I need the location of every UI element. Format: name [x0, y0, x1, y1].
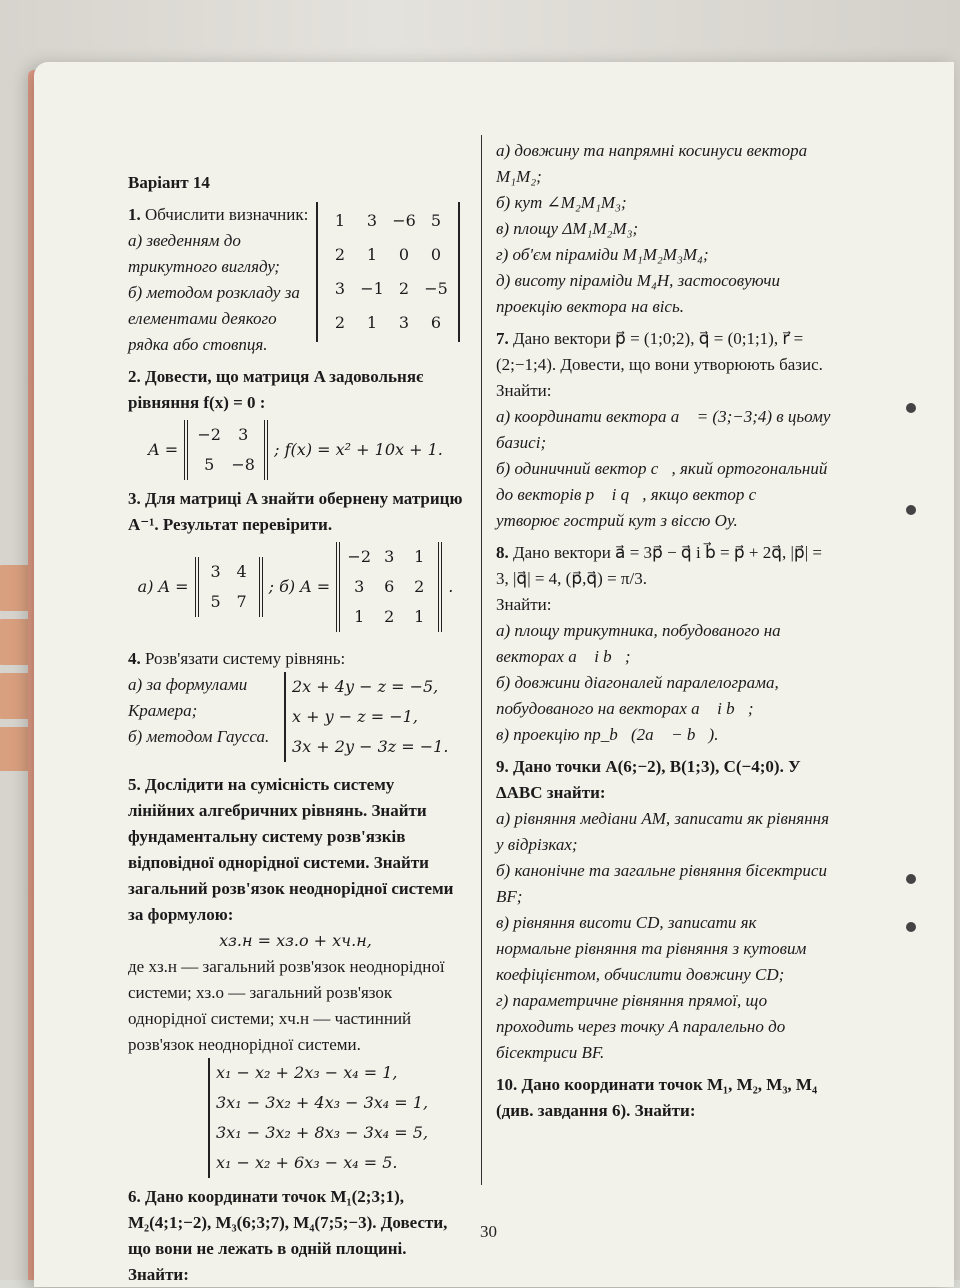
- task-9: [496, 754, 832, 1066]
- task-item: а) довжину та напрямні косинуси вектора M₁M₂;: [496, 141, 808, 186]
- binding-stitch: [906, 403, 916, 413]
- task-number: 1.: [128, 205, 141, 224]
- task-item: в) проекцію пр_b⃗(2a⃗ − b⃗).: [496, 725, 719, 744]
- binding-stitch: [906, 874, 916, 884]
- task-item: б) одиничний вектор c⃗, який ортогональний до векторів p⃗ і q⃗, якщо вектор c⃗ утворює гострий кут з віссю Oy.: [496, 459, 828, 530]
- task-8: [496, 540, 832, 748]
- task-text: Дослідити на сумісність систему лінійних алгебричних рівнянь. Знайти фундаментальну систему розв'язків відповідної однорідної системи. Знайти загальний розв'язок неоднорідної системи за формулою:: [128, 775, 454, 924]
- task-text: Знайти:: [496, 595, 552, 614]
- task-text: де xз.н — загальний розв'язок неоднорідної системи; xз.о — загальний розв'язок однорідної системи; xч.н — частинний розв'язок неоднорідної системи.: [128, 957, 445, 1054]
- matrix-label: ; б) A =: [268, 577, 331, 596]
- task-number: 4.: [128, 649, 141, 668]
- task-number: 6.: [128, 1187, 141, 1206]
- task-item: б) канонічне та загальне рівняння бісектриси BF;: [496, 861, 827, 906]
- task-1: [128, 202, 463, 358]
- task-number: 8.: [496, 543, 509, 562]
- left-column: [128, 170, 463, 1288]
- task-text: Дано вектори a⃗ = 3p⃗ − q⃗ і b⃗ = p⃗ + 2q⃗, |p⃗| = 3, |q⃗| = 4, (p⃗,q⃗) = π/3.: [496, 543, 822, 588]
- equation-system: 2x + 4y − z = −5, x + y − z = −1, 3x + 2y − 3z = −1.: [284, 672, 448, 762]
- task-number: 3.: [128, 489, 141, 508]
- right-column: [496, 138, 832, 1124]
- matrix-3x3: −2 3 1 3 6 2 1 2 1: [336, 542, 442, 632]
- task-2: [128, 364, 463, 480]
- task-3: 3. Для матриці A знайти обернену матрицю A⁻¹. Результат перевірити. а) A = 3 4 5 7 ; б) A = −2 3 1 3 6 2 1 2 1 .: [128, 486, 463, 632]
- task-item: в) площу ΔM₁M₂M₃;: [496, 219, 639, 238]
- task-text: Довести, що матриця A задовольняє рівняння f(x) = 0 :: [128, 367, 424, 412]
- task-text: Дано точки A(6;−2), B(1;3), C(−4;0). У ΔABC знайти:: [496, 757, 801, 802]
- task-item: б) довжини діагоналей паралелограма, побудованого на векторах a⃗ і b⃗;: [496, 673, 779, 718]
- task-text: Для матриці A знайти обернену матрицю A⁻¹. Результат перевірити.: [128, 489, 463, 534]
- task-6: [128, 1184, 463, 1288]
- binding-stitch: [906, 922, 916, 932]
- variant-title: Варіант 14: [128, 173, 210, 192]
- task-item: г) параметричне рівняння прямої, що проходить через точку A паралельно до бісектриси BF.: [496, 991, 786, 1062]
- formula: xз.н = xз.о + xч.н,: [219, 931, 372, 950]
- matrix-2x2: −2 3 5 −8: [184, 420, 268, 480]
- task-item: б) методом розкладу за елементами деякого рядка або стовпця.: [128, 283, 300, 354]
- page-number: 30: [480, 1222, 497, 1241]
- task-number: 10.: [496, 1075, 518, 1094]
- matrix-label: а) A =: [137, 577, 189, 596]
- task-title: Обчислити визначник:: [145, 205, 309, 224]
- column-divider: [481, 135, 482, 1185]
- matrix-2x2: 3 4 5 7: [195, 557, 263, 617]
- task-number: 9.: [496, 757, 509, 776]
- task-item: в) рівняння висоти CD, записати як нормальне рівняння та рівняння з кутовим коефіцієнтом, обчислити довжину CD;: [496, 913, 807, 984]
- task-6-items: [496, 138, 832, 320]
- task-text: Дано координати точок M₁, M₂, M₃, M₄ (див. завдання 6). Знайти:: [496, 1075, 818, 1120]
- task-number: 2.: [128, 367, 141, 386]
- matrix-label: A =: [148, 440, 179, 459]
- task-item: а) площу трикутника, побудованого на векторах a⃗ і b⃗;: [496, 621, 781, 666]
- task-title: Розв'язати систему рівнянь:: [145, 649, 346, 668]
- task-5: [128, 772, 463, 1178]
- function-formula: ; f(x) = x² + 10x + 1.: [274, 440, 443, 459]
- task-item: а) рівняння медіани AM, записати як рівняння у відрізках;: [496, 809, 829, 854]
- equation-system: x₁ − x₂ + 2x₃ − x₄ = 1, 3x₁ − 3x₂ + 4x₃ − 3x₄ = 1, 3x₁ − 3x₂ + 8x₃ − 3x₄ = 5, x₁ − x₂ + 6x₃ − x₄ = 5.: [208, 1058, 463, 1178]
- task-10: [496, 1072, 832, 1124]
- determinant-matrix: 1 3 −6 5 2 1 0 0 3 −1 2 −5 2 1 3 6: [316, 202, 460, 342]
- task-text: Дано координати точок M₁(2;3;1), M₂(4;1;−2), M₃(6;3;7), M₄(7;5;−3). Довести, що вони не лежать в одній площині. Знайти:: [128, 1187, 448, 1284]
- task-item: д) висоту піраміди M₄H, застосовуючи проекцію вектора на вісь.: [496, 271, 781, 316]
- task-number: 5.: [128, 775, 141, 794]
- task-item: а) координати вектора a⃗ = (3;−3;4) в цьому базисі;: [496, 407, 831, 452]
- task-item: г) об'єм піраміди M₁M₂M₃M₄;: [496, 245, 709, 264]
- task-item: а) за формулами Крамера;: [128, 675, 248, 720]
- binding-stitch: [906, 505, 916, 515]
- task-item: а) зведенням до трикутного вигляду;: [128, 231, 280, 276]
- task-item: б) кут ∠M₂M₁M₃;: [496, 193, 627, 212]
- task-4: [128, 646, 463, 762]
- task-text: Дано вектори p⃗ = (1;0;2), q⃗ = (0;1;1), r⃗ = (2;−1;4). Довести, що вони утворюють базис. Знайти:: [496, 329, 823, 400]
- task-item: б) методом Гаусса.: [128, 727, 270, 746]
- task-number: 7.: [496, 329, 509, 348]
- task-7: [496, 326, 832, 534]
